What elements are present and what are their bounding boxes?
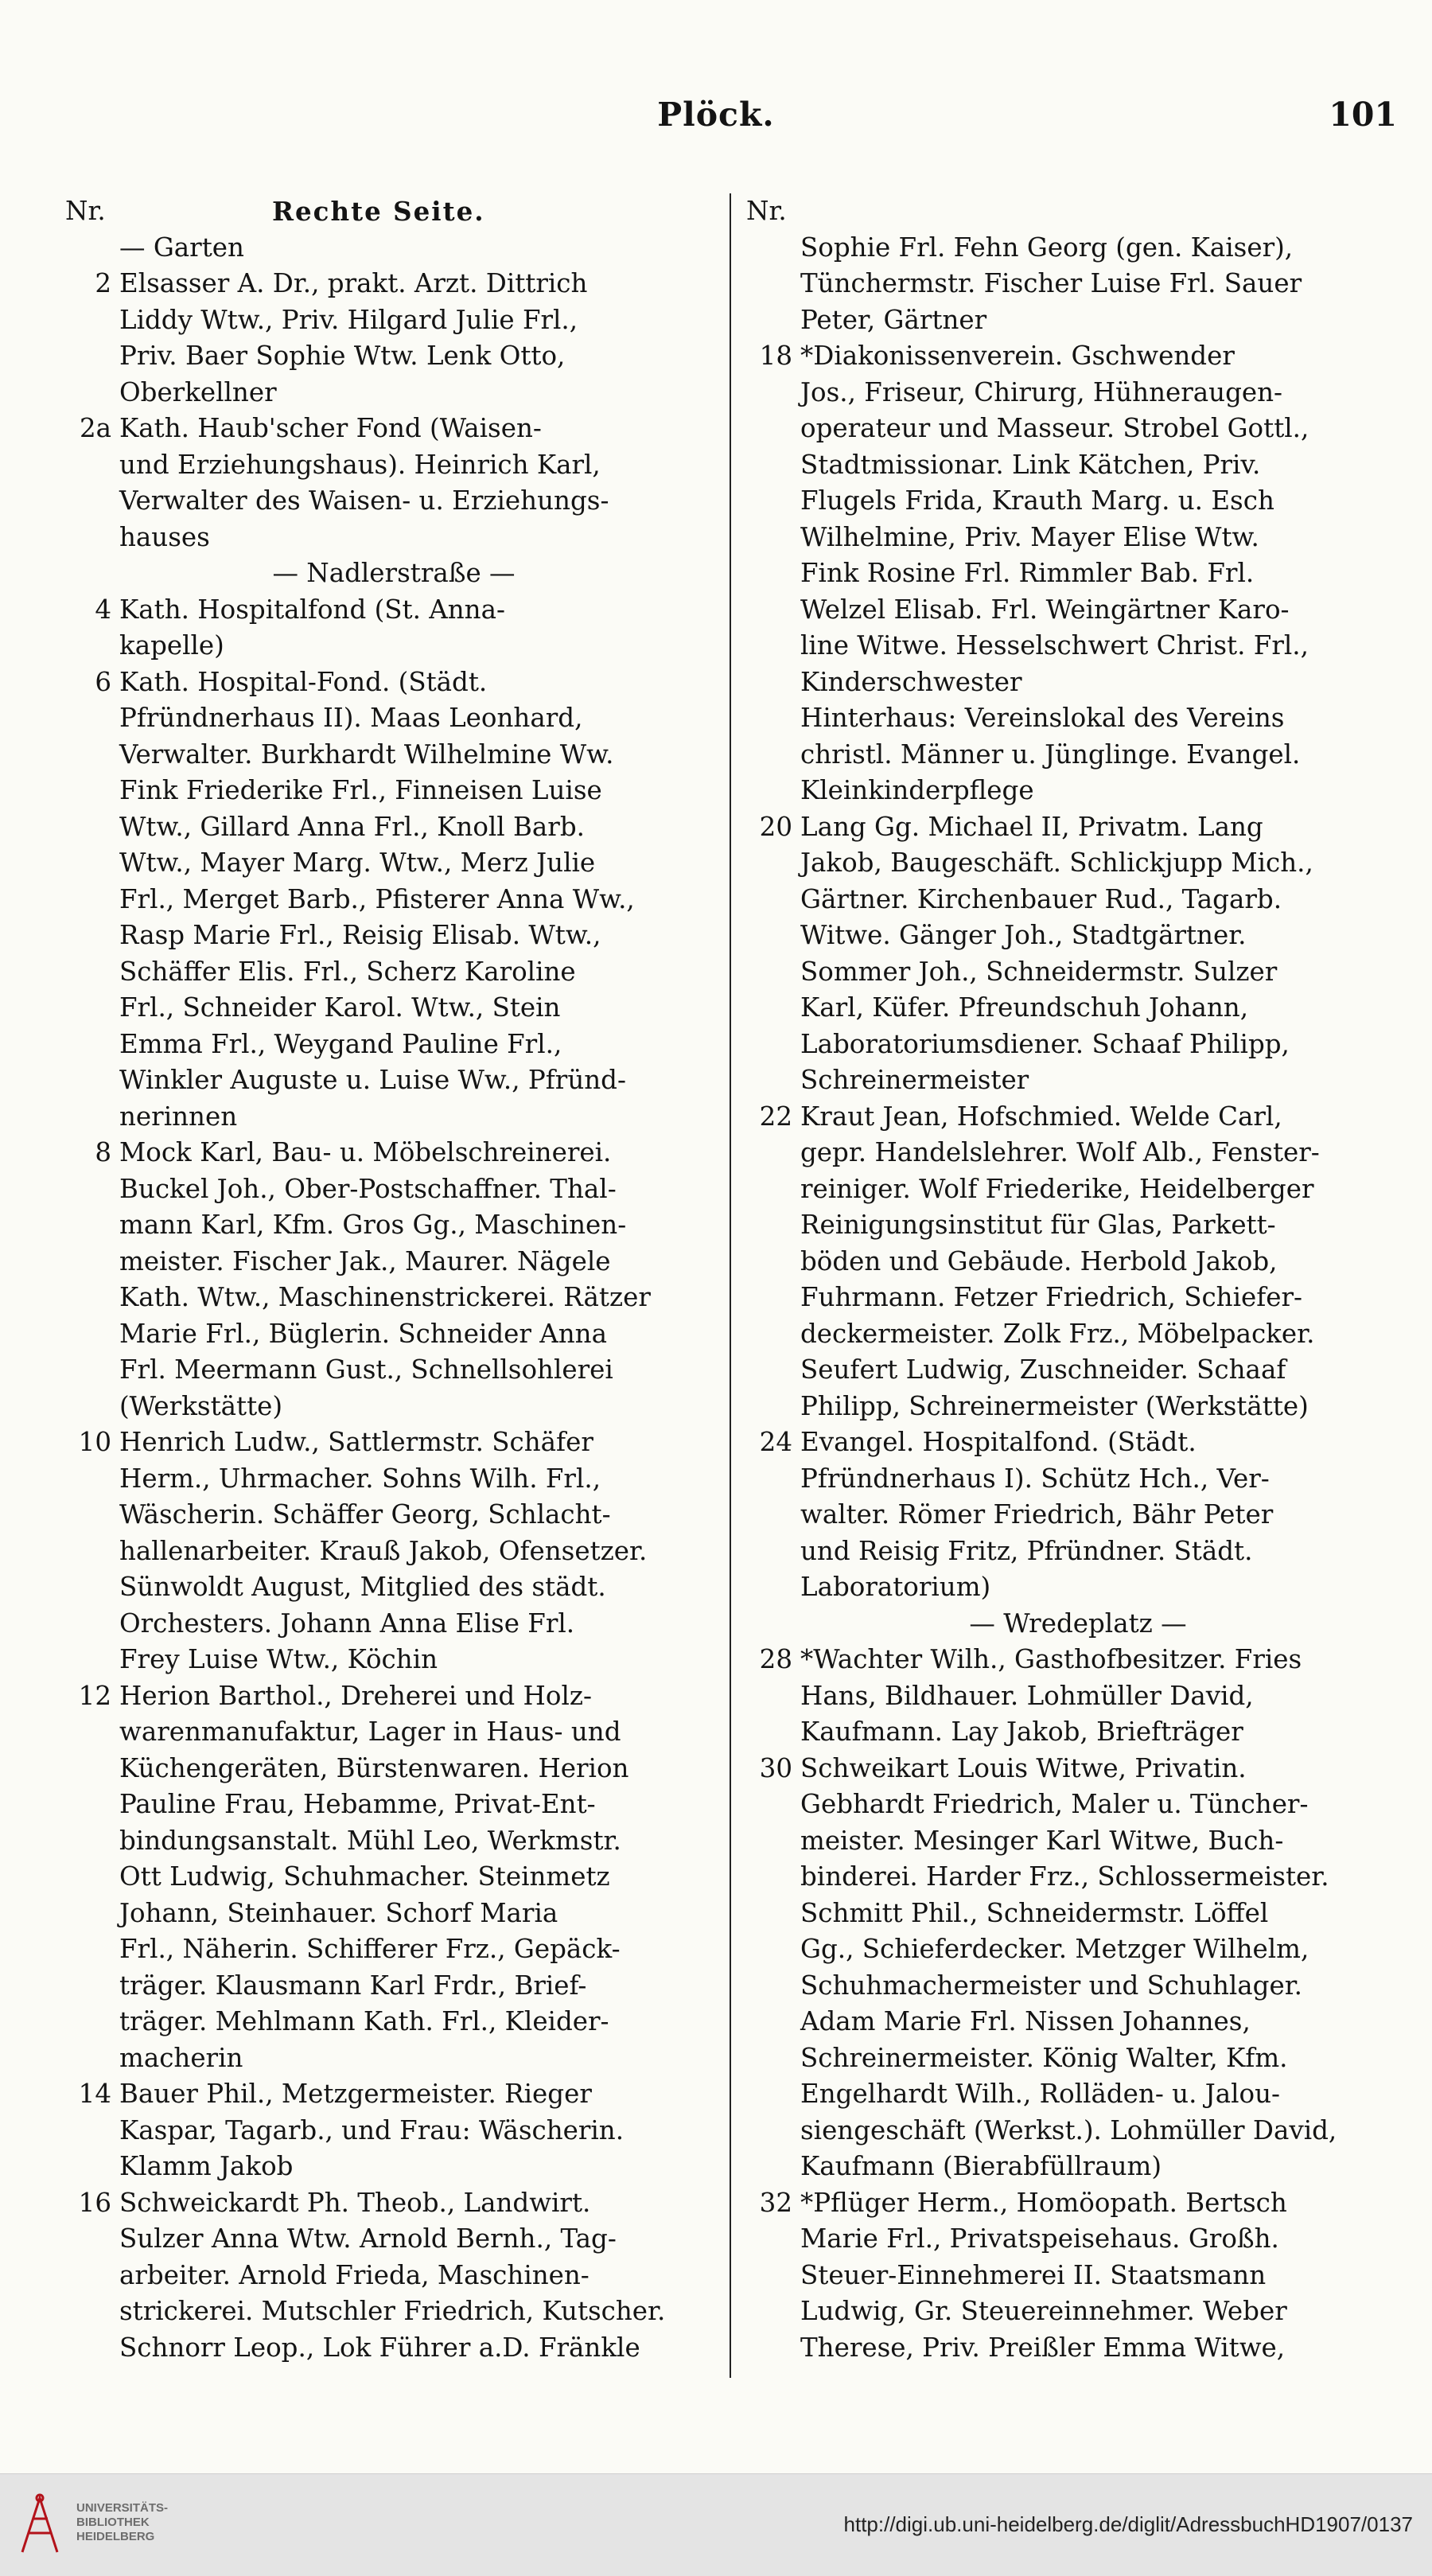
entry-line xyxy=(65,628,722,664)
entry-text: Frl., Schneider Karol. Wtw., Stein xyxy=(119,992,561,1023)
entry-text: Kaufmann. Lay Jakob, Briefträger xyxy=(800,1717,1243,1747)
entry-text: Evangel. Hospitalfond. (Städt. xyxy=(800,1427,1197,1457)
entry-text: Schäffer Elis. Frl., Scherz Karoline xyxy=(119,956,576,987)
entry-line-numbered xyxy=(65,2185,722,2222)
entry-line xyxy=(746,1280,1410,1316)
entry-line xyxy=(65,1461,722,1498)
entry-line xyxy=(65,845,722,882)
entry-line xyxy=(746,1569,1410,1606)
entry-text: line Witwe. Hesselschwert Christ. Frl., xyxy=(800,630,1309,661)
entry-line xyxy=(746,2004,1410,2040)
entry-text: Wilhelmine, Priv. Mayer Elise Wtw. xyxy=(800,521,1259,552)
entry-text: mann Karl, Kfm. Gros Gg., Maschinen- xyxy=(119,1210,627,1240)
entry-text: Wäscherin. Schäffer Georg, Schlacht- xyxy=(119,1499,611,1530)
entry-line xyxy=(746,1931,1410,1968)
entry-text: macherin xyxy=(119,2042,243,2073)
entry-line xyxy=(746,1787,1410,1823)
entry-text: Oberkellner xyxy=(119,376,277,407)
entry-text: arbeiter. Arnold Frieda, Maschinen- xyxy=(119,2259,590,2290)
entry-line xyxy=(746,1027,1410,1063)
house-number: 16 xyxy=(78,2187,111,2218)
entry-text: und Reisig Fritz, Pfründner. Städt. xyxy=(800,1535,1253,1566)
house-number: 18 xyxy=(759,341,792,371)
right-column xyxy=(746,193,1410,2366)
entry-line-numbered xyxy=(65,664,722,701)
entry-text: Laboratorium) xyxy=(800,1572,991,1602)
entry-text: und Erziehungshaus). Heinrich Karl, xyxy=(119,449,601,480)
entry-line xyxy=(746,266,1410,302)
entry-text: Schreinermeister xyxy=(800,1065,1029,1095)
entry-text: bindungsanstalt. Mühl Leo, Werkmstr. xyxy=(119,1825,621,1856)
entry-line-numbered xyxy=(65,592,722,629)
entry-line xyxy=(746,1316,1410,1353)
entry-line xyxy=(65,1606,722,1643)
entry-line xyxy=(746,483,1410,520)
entry-text: Tünchermstr. Fischer Luise Frl. Sauer xyxy=(800,268,1302,298)
entry-text: gepr. Handelslehrer. Wolf Alb., Fenster- xyxy=(800,1137,1320,1167)
entry-text: Gg., Schieferdecker. Metzger Wilhelm, xyxy=(800,1934,1309,1964)
entry-line-numbered xyxy=(65,411,722,447)
entry-text: Elsasser A. Dr., prakt. Arzt. Dittrich xyxy=(119,268,588,298)
entry-text: Marie Frl., Privatspeisehaus. Großh. xyxy=(800,2223,1279,2254)
entry-text: Frey Luise Wtw., Köchin xyxy=(119,1644,438,1674)
entry-line xyxy=(746,1497,1410,1534)
entry-text: Sommer Joh., Schneidermstr. Sulzer xyxy=(800,956,1278,987)
entry-line xyxy=(65,1099,722,1136)
entry-text: träger. Klausmann Karl Frdr., Brief- xyxy=(119,1970,587,2001)
entry-text: Schuhmachermeister und Schuhlager. xyxy=(800,1970,1303,2001)
house-number: 2 xyxy=(95,268,111,298)
entry-line xyxy=(65,1280,722,1316)
entry-line xyxy=(746,2258,1410,2294)
entry-line xyxy=(746,1389,1410,1425)
entry-line xyxy=(746,2076,1410,2113)
entry-text: Bauer Phil., Metzgermeister. Rieger xyxy=(119,2079,592,2109)
entry-line xyxy=(746,954,1410,991)
entry-line xyxy=(746,411,1410,447)
entry-line-numbered xyxy=(746,1424,1410,1461)
entry-text: Kaspar, Tagarb., und Frau: Wäscherin. xyxy=(119,2114,625,2145)
left-entries xyxy=(65,230,722,2367)
entry-line xyxy=(746,2113,1410,2149)
entry-line-numbered xyxy=(65,266,722,302)
entry-line xyxy=(746,2149,1410,2185)
entry-text: Therese, Priv. Preißler Emma Witwe, xyxy=(800,2332,1286,2363)
entry-line xyxy=(746,1606,1410,1643)
entry-line-numbered xyxy=(65,1678,722,1715)
entry-text: binderei. Harder Frz., Schlossermeister. xyxy=(800,1861,1329,1892)
entry-text: Liddy Wtw., Priv. Hilgard Julie Frl., xyxy=(119,304,578,335)
entry-line xyxy=(65,1497,722,1534)
entry-text: Ott Ludwig, Schuhmacher. Steinmetz xyxy=(119,1861,610,1892)
entry-text: Kath. Hospital-Fond. (Städt. xyxy=(119,666,488,697)
entry-line xyxy=(65,737,722,774)
entry-text: Seufert Ludwig, Zuschneider. Schaaf xyxy=(800,1354,1286,1385)
entry-line xyxy=(746,1244,1410,1280)
entry-line xyxy=(65,2293,722,2330)
entry-line xyxy=(65,2149,722,2185)
entry-line xyxy=(746,918,1410,954)
entry-text: Pauline Frau, Hebamme, Privat-Ent- xyxy=(119,1789,596,1819)
entry-text: Schweikart Louis Witwe, Privatin. xyxy=(800,1752,1247,1783)
entry-text: Küchengeräten, Bürstenwaren. Herion xyxy=(119,1752,629,1783)
entry-line xyxy=(65,2040,722,2077)
entry-text: Wtw., Gillard Anna Frl., Knoll Barb. xyxy=(119,811,585,842)
entry-line xyxy=(65,1896,722,1932)
entry-text: Steuer-Einnehmerei II. Staatsmann xyxy=(800,2259,1267,2290)
entry-line xyxy=(65,1787,722,1823)
entry-line xyxy=(65,483,722,520)
entry-text: Adam Marie Frl. Nissen Johannes, xyxy=(800,2006,1251,2036)
entry-line xyxy=(65,230,722,267)
house-number: 10 xyxy=(78,1427,111,1457)
entry-text: *Diakonissenverein. Gschwender xyxy=(800,341,1235,371)
entry-line xyxy=(65,882,722,918)
entry-text: Kath. Wtw., Maschinenstrickerei. Rätzer xyxy=(119,1282,651,1312)
entry-text: Hinterhaus: Vereinslokal des Vereins xyxy=(800,703,1285,733)
column-header-nr: Nr. xyxy=(746,196,787,226)
cross-street-heading: — Wredeplatz — xyxy=(969,1608,1187,1639)
entry-line xyxy=(65,2258,722,2294)
entry-line xyxy=(65,1931,722,1968)
entry-text: Fuhrmann. Fetzer Friedrich, Schiefer- xyxy=(800,1282,1303,1312)
entry-text: Schreinermeister. König Walter, Kfm. xyxy=(800,2042,1288,2073)
entry-line xyxy=(65,520,722,556)
entry-line xyxy=(746,1859,1410,1896)
entry-text: Fink Rosine Frl. Rimmler Bab. Frl. xyxy=(800,558,1255,588)
entry-text: Jos., Friseur, Chirurg, Hühneraugen- xyxy=(800,376,1283,407)
entry-line xyxy=(65,1751,722,1787)
entry-text: Marie Frl., Büglerin. Schneider Anna xyxy=(119,1318,607,1349)
entry-text: Karl, Küfer. Pfreundschuh Johann, xyxy=(800,992,1249,1023)
entry-text: böden und Gebäude. Herbold Jakob, xyxy=(800,1245,1278,1276)
entry-line xyxy=(65,1859,722,1896)
entry-line xyxy=(65,1389,722,1425)
right-entries xyxy=(746,230,1410,2367)
entry-text: reiniger. Wolf Friederike, Heidelberger xyxy=(800,1173,1314,1204)
entry-text: deckermeister. Zolk Frz., Möbelpacker. xyxy=(800,1318,1315,1349)
entry-text: träger. Mehlmann Kath. Frl., Kleider- xyxy=(119,2006,609,2036)
logo-line: UNIVERSITÄTS- xyxy=(76,2501,169,2515)
left-column xyxy=(65,193,722,2366)
house-number: 30 xyxy=(759,1752,792,1783)
entry-text: Flugels Frida, Krauth Marg. u. Esch xyxy=(800,485,1274,516)
running-head-title: Plöck. xyxy=(657,95,775,134)
entry-text: Herion Barthol., Dreherei und Holz- xyxy=(119,1680,592,1711)
entry-line xyxy=(65,954,722,991)
entry-line xyxy=(746,1823,1410,1860)
entry-line xyxy=(65,773,722,809)
entry-line xyxy=(65,1244,722,1280)
entry-line xyxy=(65,1714,722,1751)
entry-line xyxy=(746,1135,1410,1171)
entry-text: meister. Fischer Jak., Maurer. Nägele xyxy=(119,1245,611,1276)
entry-text: Engelhardt Wilh., Rolläden- u. Jalou- xyxy=(800,2079,1281,2109)
entry-text: warenmanufaktur, Lager in Haus- und xyxy=(119,1717,621,1747)
entry-line xyxy=(746,520,1410,556)
entry-line xyxy=(65,990,722,1027)
library-logo-icon xyxy=(16,2490,65,2558)
page-number: 101 xyxy=(1329,95,1397,134)
entry-line xyxy=(746,1461,1410,1498)
entry-text: Witwe. Gänger Joh., Stadtgärtner. xyxy=(800,920,1247,950)
logo-line: BIBLIOTHEK xyxy=(76,2516,150,2529)
entry-line-numbered xyxy=(65,1424,722,1461)
entry-text: Klamm Jakob xyxy=(119,2151,294,2181)
entry-text: strickerei. Mutschler Friedrich, Kutscher. xyxy=(119,2296,666,2326)
entry-text: Johann, Steinhauer. Schorf Maria xyxy=(119,1897,558,1928)
entry-text: Welzel Elisab. Frl. Weingärtner Karo- xyxy=(800,594,1290,625)
entry-text: Frl. Meermann Gust., Schnellsohlerei xyxy=(119,1354,613,1385)
house-number: 20 xyxy=(759,811,792,842)
entry-line xyxy=(746,1968,1410,2005)
entry-text: Frl., Näherin. Schifferer Frz., Gepäck- xyxy=(119,1934,621,1964)
entry-line xyxy=(65,447,722,484)
entry-line xyxy=(65,918,722,954)
house-number: 14 xyxy=(78,2079,111,2109)
house-number: 22 xyxy=(759,1101,792,1132)
entry-text: hallenarbeiter. Krauß Jakob, Ofensetzer. xyxy=(119,1535,648,1566)
entry-line xyxy=(746,845,1410,882)
entry-text: Laboratoriumsdiener. Schaaf Philipp, xyxy=(800,1028,1290,1059)
entry-text: *Pflüger Herm., Homöopath. Bertsch xyxy=(800,2187,1287,2218)
entry-text: Sophie Frl. Fehn Georg (gen. Kaiser), xyxy=(800,232,1294,263)
entry-line xyxy=(746,375,1410,411)
entry-line xyxy=(65,1823,722,1860)
source-url[interactable]: http://digi.ub.uni-heidelberg.de/diglit/AdressbuchHD1907/0137 xyxy=(843,2512,1413,2536)
entry-line xyxy=(65,1352,722,1389)
entry-text: Herm., Uhrmacher. Sohns Wilh. Frl., xyxy=(119,1463,601,1494)
entry-text: Fink Friederike Frl., Finneisen Luise xyxy=(119,775,602,805)
entry-text: Kath. Haub'scher Fond (Waisen- xyxy=(119,413,542,443)
entry-text: Stadtmissionar. Link Kätchen, Priv. xyxy=(800,449,1261,480)
entry-line xyxy=(746,737,1410,774)
entry-line xyxy=(746,592,1410,629)
entry-line-numbered xyxy=(65,2076,722,2113)
entry-line-numbered xyxy=(746,1642,1410,1678)
entry-text: christl. Männer u. Jünglinge. Evangel. xyxy=(800,739,1301,770)
entry-line-numbered xyxy=(746,2185,1410,2222)
entry-line xyxy=(746,1207,1410,1244)
house-number: 12 xyxy=(78,1680,111,1711)
entry-line xyxy=(65,1207,722,1244)
entry-line xyxy=(746,700,1410,737)
entry-line xyxy=(746,2221,1410,2258)
column-header-title: Rechte Seite. xyxy=(272,196,485,227)
entry-text: Frl., Merget Barb., Pfisterer Anna Ww., xyxy=(119,883,635,914)
entry-line xyxy=(746,1352,1410,1389)
logo-line: HEIDELBERG xyxy=(76,2530,155,2543)
entry-text: Kath. Hospitalfond (St. Anna- xyxy=(119,594,505,625)
entry-line xyxy=(65,700,722,737)
entry-line xyxy=(65,2113,722,2149)
entry-text: (Werkstätte) xyxy=(119,1390,283,1421)
entry-line xyxy=(746,2330,1410,2367)
entry-text: Mock Karl, Bau- u. Möbelschreinerei. xyxy=(119,1137,612,1167)
entry-text: Lang Gg. Michael II, Privatm. Lang xyxy=(800,811,1263,842)
entry-line xyxy=(65,1027,722,1063)
footer-bar xyxy=(0,2473,1432,2576)
entry-line xyxy=(65,1062,722,1099)
entry-text: Pfründnerhaus II). Maas Leonhard, xyxy=(119,703,583,733)
entry-text: Verwalter. Burkhardt Wilhelmine Ww. xyxy=(119,739,614,770)
entry-line xyxy=(65,2221,722,2258)
house-number: 32 xyxy=(759,2187,792,2218)
house-number: 2a xyxy=(79,413,111,443)
entry-text: Gärtner. Kirchenbauer Rud., Tagarb. xyxy=(800,883,1282,914)
entry-line xyxy=(65,2330,722,2367)
entry-text: Schmitt Phil., Schneidermstr. Löffel xyxy=(800,1897,1269,1928)
entry-text: Priv. Baer Sophie Wtw. Lenk Otto, xyxy=(119,341,566,371)
entry-text: *Wachter Wilh., Gasthofbesitzer. Fries xyxy=(800,1644,1302,1674)
entry-text: Gebhardt Friedrich, Maler u. Tüncher- xyxy=(800,1789,1309,1819)
entry-text: Emma Frl., Weygand Pauline Frl., xyxy=(119,1028,562,1059)
entry-text: Kaufmann (Bierabfüllraum) xyxy=(800,2151,1162,2181)
entry-line xyxy=(746,1534,1410,1570)
entry-text: siengeschäft (Werkst.). Lohmüller David, xyxy=(800,2114,1337,2145)
entry-line xyxy=(746,230,1410,267)
house-number: 8 xyxy=(95,1137,111,1167)
entry-line xyxy=(746,773,1410,809)
entry-line xyxy=(746,2040,1410,2077)
house-number: 28 xyxy=(759,1644,792,1674)
entry-text: meister. Mesinger Karl Witwe, Buch- xyxy=(800,1825,1284,1856)
entry-line-numbered xyxy=(746,809,1410,846)
entry-line xyxy=(746,1714,1410,1751)
entry-text: hauses xyxy=(119,521,210,552)
entry-text: Jakob, Baugeschäft. Schlickjupp Mich., xyxy=(800,848,1313,878)
entry-text: Pfründnerhaus I). Schütz Hch., Ver- xyxy=(800,1463,1270,1494)
entry-text: Hans, Bildhauer. Lohmüller David, xyxy=(800,1680,1254,1711)
column-divider xyxy=(730,193,731,2378)
entry-line xyxy=(746,2293,1410,2330)
entry-line xyxy=(65,809,722,846)
entry-text: Kraut Jean, Hofschmied. Welde Carl, xyxy=(800,1101,1282,1132)
cross-street-heading: — Nadlerstraße — xyxy=(272,558,516,588)
entry-text: Kinderschwester xyxy=(800,666,1022,697)
entry-line-numbered xyxy=(746,1751,1410,1787)
entry-text: Reinigungsinstitut für Glas, Parkett- xyxy=(800,1210,1276,1240)
entry-text: Kleinkinderpflege xyxy=(800,775,1034,805)
column-header xyxy=(65,193,722,230)
house-number: 6 xyxy=(95,666,111,697)
column-header xyxy=(746,193,1410,230)
column-header-nr: Nr. xyxy=(65,196,106,226)
entry-text: Sulzer Anna Wtw. Arnold Bernh., Tag- xyxy=(119,2223,617,2254)
entry-line xyxy=(65,375,722,411)
entry-text: Verwalter des Waisen- u. Erziehungs- xyxy=(119,485,609,516)
entry-text: Rasp Marie Frl., Reisig Elisab. Wtw., xyxy=(119,920,601,950)
entry-text: Philipp, Schreinermeister (Werkstätte) xyxy=(800,1390,1309,1421)
entry-text: walter. Römer Friedrich, Bähr Peter xyxy=(800,1499,1274,1530)
entry-line xyxy=(65,1968,722,2005)
entry-line xyxy=(746,1062,1410,1099)
entry-line xyxy=(746,882,1410,918)
entry-line xyxy=(65,338,722,375)
entry-line xyxy=(746,447,1410,484)
entry-text: kapelle) xyxy=(119,630,224,661)
entry-text: operateur und Masseur. Strobel Gottl., xyxy=(800,413,1309,443)
entry-text: Ludwig, Gr. Steuereinnehmer. Weber xyxy=(800,2296,1287,2326)
house-number: 4 xyxy=(95,594,111,625)
entry-line xyxy=(65,1642,722,1678)
entry-line xyxy=(746,664,1410,701)
entry-line xyxy=(65,1171,722,1208)
entry-text: Schnorr Leop., Lok Führer a.D. Fränkle xyxy=(119,2332,640,2363)
entry-text: Peter, Gärtner xyxy=(800,304,987,335)
entry-line xyxy=(746,1678,1410,1715)
entry-line xyxy=(746,628,1410,664)
entry-line xyxy=(746,1171,1410,1208)
entry-line xyxy=(746,1896,1410,1932)
entry-line-numbered xyxy=(65,1135,722,1171)
entry-line xyxy=(65,2004,722,2040)
entry-line xyxy=(65,555,722,592)
entry-line-numbered xyxy=(746,1099,1410,1136)
entry-text: Sünwoldt August, Mitglied des städt. xyxy=(119,1572,606,1602)
entry-text: Buckel Joh., Ober-Postschaffner. Thal- xyxy=(119,1173,617,1204)
library-logo-text xyxy=(76,2501,168,2544)
entry-text: nerinnen xyxy=(119,1101,238,1132)
entry-line xyxy=(65,302,722,339)
entry-text: Orchesters. Johann Anna Elise Frl. xyxy=(119,1608,575,1639)
entry-line xyxy=(746,302,1410,339)
entry-text: Henrich Ludw., Sattlermstr. Schäfer xyxy=(119,1427,593,1457)
entry-line-numbered xyxy=(746,338,1410,375)
entry-line xyxy=(65,1569,722,1606)
entry-text: Schweickardt Ph. Theob., Landwirt. xyxy=(119,2187,591,2218)
entry-line xyxy=(65,1316,722,1353)
entry-line xyxy=(65,1534,722,1570)
entry-line xyxy=(746,555,1410,592)
entry-line xyxy=(746,990,1410,1027)
house-number: 24 xyxy=(759,1427,792,1457)
entry-text: — Garten xyxy=(119,232,244,263)
entry-text: Winkler Auguste u. Luise Ww., Pfründ- xyxy=(119,1065,626,1095)
entry-text: Wtw., Mayer Marg. Wtw., Merz Julie xyxy=(119,848,596,878)
